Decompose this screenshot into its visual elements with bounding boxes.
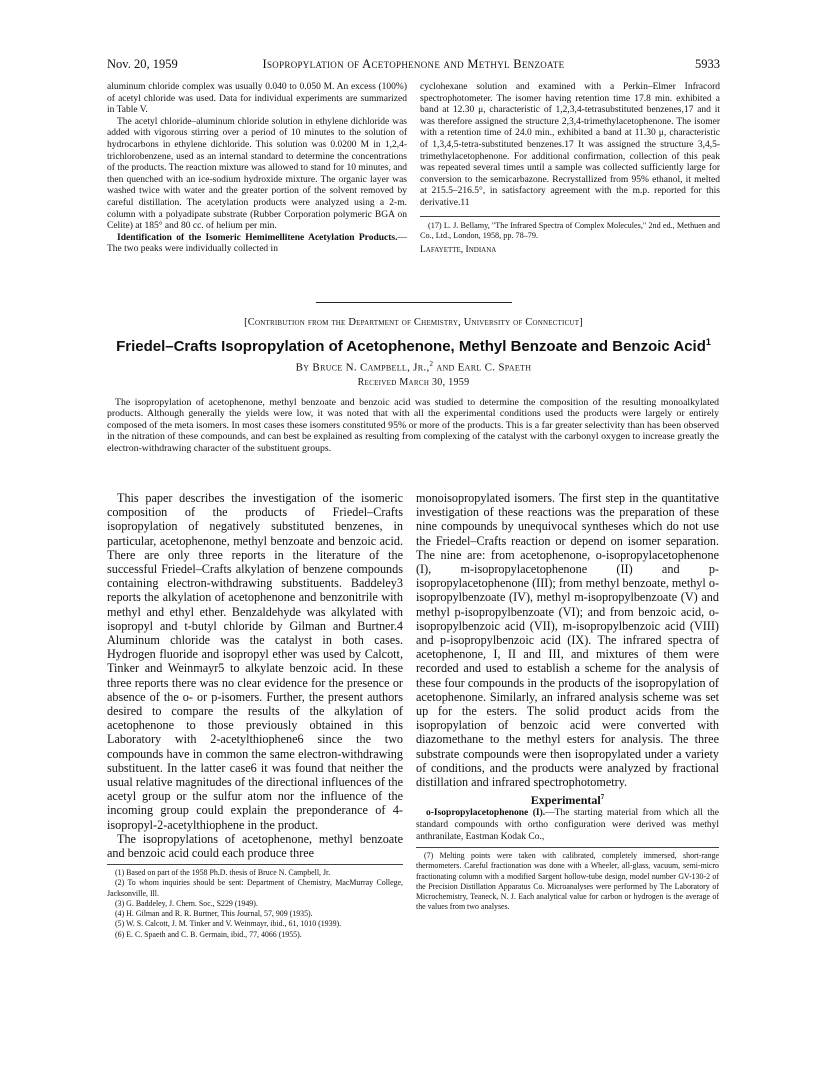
article-separator-rule <box>316 302 512 303</box>
experimental-heading-text: Experimental <box>530 793 601 808</box>
footnote: (7) Melting points were taken with calibrated, completely immersed, short-range thermometers. Careful fractionation was done with a Wheeler, all-glass, vacuum, semi-micro fractionating column with a modified Sargent hollow-tube design, model number GV-130-2 of the Precision Distillation Apparatus Co. Microanalyses were performed by The Laboratory of Microchemistry, Teaneck, N. J. Each analytical value for carbon or hydrogen is the average of the values from two analyses. <box>416 851 719 912</box>
paragraph <box>416 808 719 843</box>
paragraph: The isopropylations of acetophenone, methyl benzoate and benzoic acid could each produce three <box>107 831 403 861</box>
article-title <box>107 337 720 355</box>
footnote: (4) H. Gilman and R. R. Burtner, This Journal, 57, 909 (1935). <box>115 909 313 919</box>
footnote: (17) L. J. Bellamy, "The Infrared Spectra of Complex Molecules," 2nd ed., Methuen and Co., Ltd., London, 1958, pp. 78–79. <box>420 216 720 241</box>
footnote: (2) To whom inquiries should be sent: Department of Chemistry, MacMurray College, Jacksonville, Ill. <box>107 878 403 898</box>
compound-heading: o-Isopropylacetophenone (I). <box>426 808 546 819</box>
body-right-column <box>416 491 719 912</box>
paragraph: cyclohexane solution and examined with a Perkin–Elmer Infracord spectrophotometer. The isomer having retention time 17.8 min. exhibited a band at 12.30 μ, characteristic of 1,2,3,4-tetrasubstituted benzenes,17 and it was therefore assigned the structure 2,3,4-trimethylacetophenone. The isomer with a retention time of 24.0 min., exhibited a band at 11.30 μ, characteristic of 1,3,4,5-tetra-substituted benzenes.17 It was assigned the structure 3,4,5-trimethylacetophenone. For additional confirmation, collection of this peak was repeated several times until a sample was collected sufficiently large for conversion to the semicarbazone. Recrystallized from 95% ethanol, it melted at 215.5–216.5°, in satisfactory agreement with the m.p. reported for this derivative.11 <box>420 82 720 208</box>
paragraph: aluminum chloride complex was usually 0.040 to 0.050 M. An excess (100%) of acetyl chloride was used. Data for individual experiments are summarized in Table V. <box>107 82 407 116</box>
running-title: Isopropylation of Acetophenone and Methyl Benzoate <box>262 57 565 71</box>
contribution-line: [Contribution from the Department of Chemistry, University of Connecticut] <box>244 317 583 328</box>
footnote: (1) Based on part of the 1958 Ph.D. thesis of Bruce N. Campbell, Jr. <box>115 868 331 878</box>
footnotes <box>107 864 403 939</box>
body-left-column <box>107 491 403 940</box>
paragraph <box>107 233 407 256</box>
paragraph: The acetyl chloride–aluminum chloride solution in ethylene dichloride was added with vigorous stirring over a period of 10 minutes to the solution of hydrocarbons in ethylene dichloride. This solution was 0.0200 M in 1,2,4-trichlorobenzene, used as an internal standard to determine the concentrations of the products. The reaction mixture was allowed to stand for 10 minutes, and then quenched with an ice-sodium hydroxide mixture. The organic layer was washed twice with water and the greater portion of the solvent removed by careful distillation. The acetylation products were analyzed using a 2-m. column with a polyadipate substrate (Rubber Corporation polymeric BGA on Celite) at 185° and 80 cc. of helium per min. <box>107 116 407 232</box>
page-number: 5933 <box>695 57 720 71</box>
section-run-in-heading: Identification of the Isomeric Hemimellitene Acetylation Products. <box>117 232 398 243</box>
footnotes <box>416 847 719 912</box>
experimental-footnote-marker: 7 <box>600 793 605 802</box>
paragraph-text: —The two peaks were individually collected in <box>107 232 407 255</box>
title-footnote-marker: 1 <box>705 337 711 347</box>
page-header <box>107 57 720 73</box>
issue-date: Nov. 20, 1959 <box>107 57 178 71</box>
authors-suffix: and Earl C. Spaeth <box>436 361 532 374</box>
paragraph: monoisopropylated isomers. The first step in the quantitative investigation of these reactions was the preparation of these nine compounds by unequivocal syntheses which do not use the Friedel–Crafts reaction or depend on isomer separation. The nine are: from acetophenone, o-isopropylacetophenone (I), m-isopropylacetophenone (II) and p-isopropylacetophenone (III); from methyl benzoate, methyl o-isopropylbenzoate (IV), methyl m-isopropylbenzoate (V) and methyl p-isopropylbenzoate (VI); and from benzoic acid, o-isopropylbenzoic acid (VII), m-isopropylbenzoic acid (VIII) and p-isopropylbenzoic acid (IX). The infrared spectra of acetophenone, I, II and III, and mixtures of them were recorded and used to establish a scheme for the analysis of these four compounds in the products of the isopropylation of acetophenone. Similarly, an infrared analysis scheme was set up for the esters. The solid product acids from the isopropylation of benzoic acid were converted with diazomethane to the methyl esters for analysis. The three substrate compounds were then isopropylated under a variety of conditions, and the products were analyzed by fractional distillation and infrared spectrophotometry. <box>416 491 719 790</box>
author-footnote-marker: 2 <box>429 360 434 368</box>
paragraph-text: —The starting material from which all the standard compounds with ortho configuration were derived was methyl anthranilate, Eastman Kodak Co., <box>416 808 720 842</box>
footnote: (6) E. C. Spaeth and C. B. Germain, ibid., 77, 4066 (1955). <box>115 929 302 939</box>
previous-article-left-column <box>107 82 407 256</box>
previous-article-right-column <box>420 82 720 257</box>
experimental-heading <box>416 790 719 807</box>
footnote: (3) G. Baddeley, J. Chem. Soc., S229 (1949). <box>115 898 258 908</box>
footnote: (5) W. S. Calcott, J. M. Tinker and V. Weinmayr, ibid., 61, 1010 (1939). <box>115 919 342 929</box>
experimental-section <box>416 808 719 843</box>
paragraph: This paper describes the investigation of the isomeric composition of the products of Friedel–Crafts isopropylation of negatively substituted benzenes, in particular, acetophenone, methyl benzoate and benzoic acid. There are only three reports in the literature of the successful Friedel–Crafts alkylation of benzene compounds containing electron-withdrawing substituents. Baddeley3 reports the alkylation of acetophenone and benzonitrile with methyl and ethyl ether. Benzaldehyde was alkylated with isopropyl and t-butyl chloride by Gilman and Burtner.4 Aluminum chloride was the catalyst in both cases. Hydrogen fluoride and isopropyl ether was used by Calcott, Tinker and Weinmayr5 to alkylate benzoic acid. In these three reports there was no clear evidence for the presence or absence of the o- or p-isomers. Further, the present authors desired to compare the results of the alkylation of acetophenone to those previously obtained in this Laboratory with 2-acetylthiophene6 since the two compounds have in common the same electron-withdrawing substituent. In the latter case6 it was found that neither the usual relative magnitudes of the directional influences of the acetyl group or the sulfur atom nor the influence of the incoming group could explain the preponderance of 4-isopropyl-2-acetylthiophene in the product. <box>107 491 403 832</box>
article-abstract: The isopropylation of acetophenone, methyl benzoate and benzoic acid was studied to determine the composition of the resulting monoalkylated products. Although generally the yields were low, it was noted that with all the experimental conditions used the products were largely or entirely composed of the meta isomers. In most cases these isomers constituted 95% or more of the products. This is a far greater selectivity than has been observed in the nitration of these compounds, and can best be explained as resulting from complexing of the catalyst with the carbonyl oxygen to increase greatly the electron-withdrawing character of the substituent groups. <box>107 397 719 454</box>
received-date: Received March 30, 1959 <box>357 377 470 388</box>
authors-prefix: By Bruce N. Campbell, Jr., <box>295 361 430 374</box>
article-title-text: Friedel–Crafts Isopropylation of Acetophenone, Methyl Benzoate and Benzoic Acid <box>116 338 706 355</box>
author-location: Lafayette, Indiana <box>420 244 497 255</box>
article-authors <box>107 360 720 374</box>
